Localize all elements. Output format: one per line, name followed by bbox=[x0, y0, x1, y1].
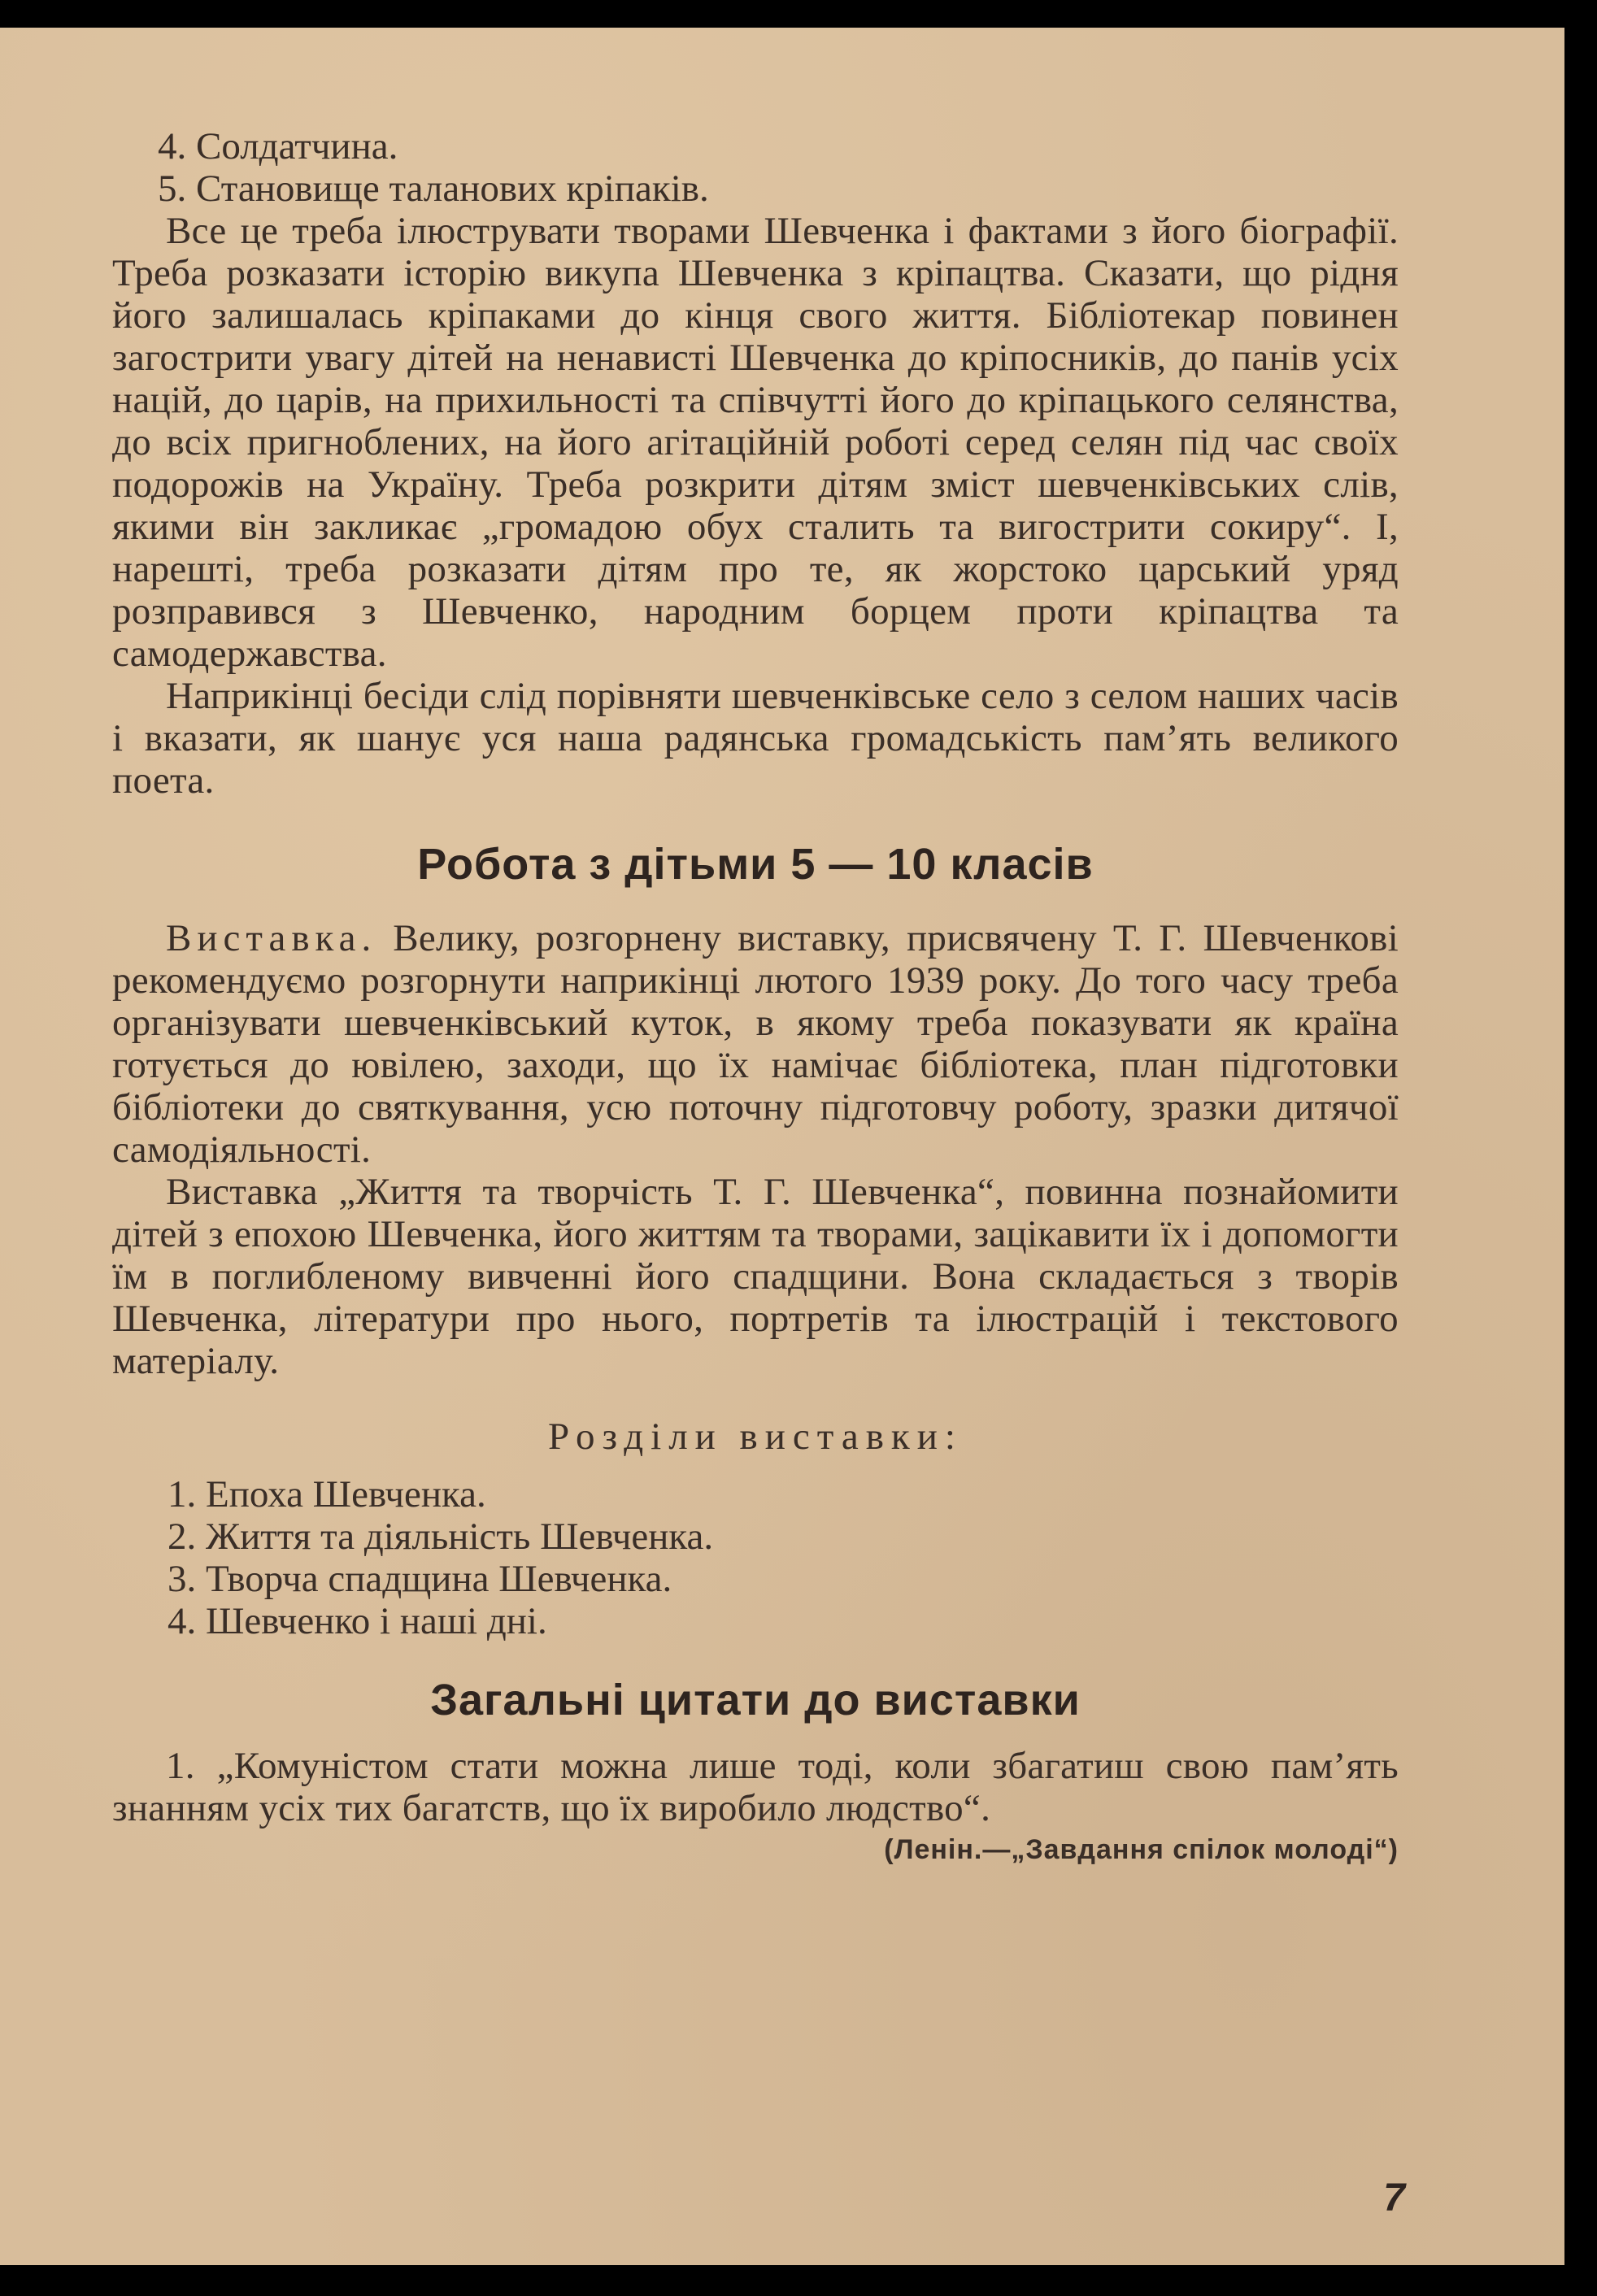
paragraph-comparison: Наприкінці бесіди слід порівняти шевченківське село з селом наших часів і вказати, як шанує уся наша радянська громадськість пам’ять великого поета. bbox=[112, 675, 1399, 802]
paragraph-exhibition bbox=[112, 917, 1399, 1171]
exhibition-text: Велику, розгорнену виставку, присвячену Т. Г. Шевченкові рекомендуємо розгорнути наприкінці лютого 1939 року. До того часу треба організувати шевченківський куток, в якому треба показувати як країна готується до ювілею, заходи, що їх намічає бібліотека, план підготовки бібліотеки до святкування, усю поточну підготовчу роботу, зразки дитячої самодіяльності. bbox=[112, 917, 1399, 1171]
spacer bbox=[112, 1382, 1399, 1415]
quote-paragraph: 1. „Комуністом стати можна лише тоді, коли збагатиш свою пам’ять знанням усіх тих багатств, що їх виробило людство“. bbox=[112, 1745, 1399, 1829]
quote-citation: (Ленін.—„Завдання спілок молоді“) bbox=[884, 1834, 1399, 1865]
list-item: 4. Солдатчина. bbox=[158, 125, 398, 167]
list-item: 5. Становище таланових кріпаків. bbox=[158, 167, 709, 210]
section-item: 4. Шевченко і наші дні. bbox=[168, 1600, 547, 1642]
text-column bbox=[112, 125, 1399, 1866]
exhibition-sections-heading: Розділи виставки: bbox=[548, 1415, 963, 1458]
book-page bbox=[0, 28, 1564, 2265]
spacer bbox=[112, 889, 1399, 917]
spacer bbox=[112, 1459, 1399, 1473]
paragraph-exhibition-life: Виставка „Життя та творчість Т. Г. Шевченка“, повинна познайомити дітей з епохою Шевченка, його життям та творами, зацікавити їх і допомогти їм в поглибленому вивченні його спадщини. Вона складається з творів Шевченка, літератури про нього, портретів та ілюстрацій і текстового матеріалу. bbox=[112, 1171, 1399, 1382]
exhibition-lead: Виставка. bbox=[166, 917, 377, 959]
section-heading-quotes: Загальні цитати до виставки bbox=[430, 1676, 1081, 1724]
section-item: 1. Епоха Шевченка. bbox=[168, 1473, 486, 1515]
section-heading-grades: Робота з дітьми 5 — 10 класів bbox=[417, 840, 1094, 889]
page-number: 7 bbox=[1383, 2176, 1405, 2220]
spacer bbox=[112, 1642, 1399, 1675]
section-item: 2. Життя та діяльність Шевченка. bbox=[168, 1515, 714, 1558]
spacer bbox=[112, 1725, 1399, 1745]
spacer bbox=[112, 802, 1399, 839]
section-item: 3. Творча спадщина Шевченка. bbox=[168, 1558, 672, 1600]
paragraph-illustrate: Все це треба ілюструвати творами Шевченка і фактами з його біографії. Треба розказати історію викупа Шевченка з кріпацтва. Сказати, що рідня його залишалась кріпаками до кінця свого життя. Бібліотекар повинен загострити увагу дітей на ненависті Шевченка до кріпосників, до панів усіх націй, до царів, на прихильності та співчутті його до кріпацького селянства, до всіх пригноблених, на його агітаційній роботі серед селян під час своїх подорожів на Україну. Треба розкрити дітям зміст шевченківських слів, якими він закликає „громадою обух сталить та вигострити сокиру“. І, нарешті, треба розказати дітям про те, як жорстоко царський уряд розправився з Шевченко, народним борцем проти кріпацтва та самодержавства. bbox=[112, 210, 1399, 675]
